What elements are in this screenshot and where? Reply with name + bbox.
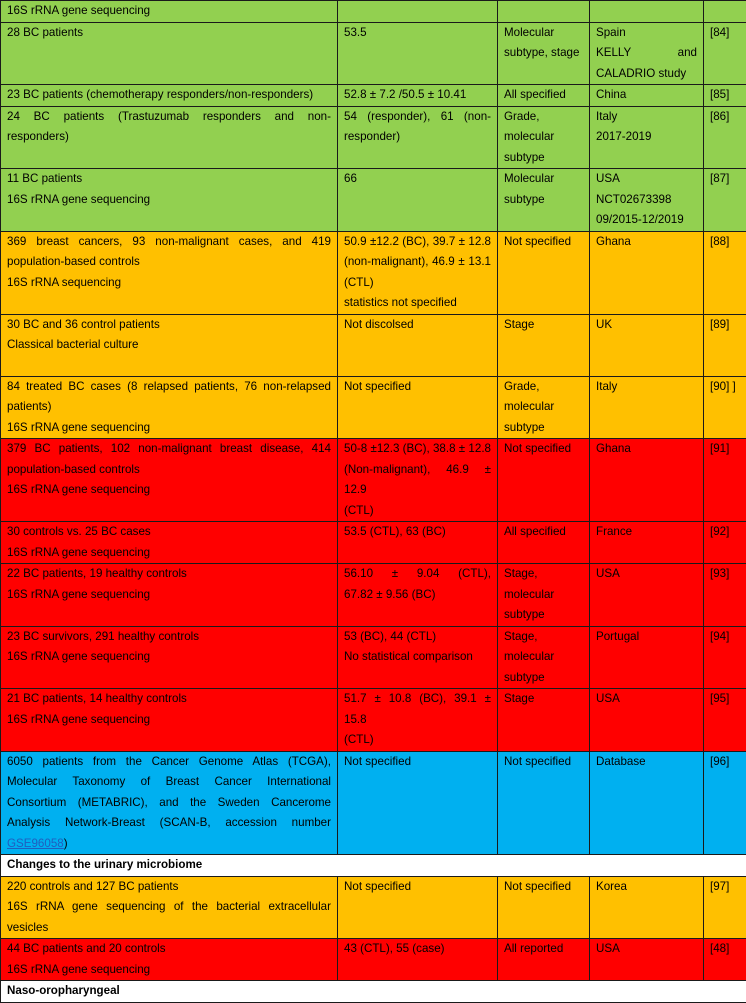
country-cell	[590, 626, 704, 689]
reference-cell: [90] ]	[704, 376, 746, 439]
country-cell	[590, 314, 704, 376]
adjustment-cell	[498, 85, 590, 107]
country-line: Ghana	[596, 232, 697, 253]
population-line: 22 BC patients, 19 healthy controls	[7, 564, 331, 585]
population-line	[7, 834, 331, 855]
country-cell	[590, 939, 704, 981]
population-line: 21 BC patients, 14 healthy controls	[7, 689, 331, 710]
age-line: (CTL)	[344, 730, 491, 751]
country-line: USA	[596, 564, 697, 585]
population-cell	[1, 439, 338, 522]
population-line: 16S rRNA gene sequencing of the bacterial extracellular	[7, 897, 331, 918]
age-line: No statistical comparison	[344, 647, 491, 668]
adjust-line: Not specified	[504, 439, 583, 460]
adjust-line: Not specified	[504, 752, 583, 773]
age-line: Not specified	[344, 752, 491, 773]
age-cell	[338, 314, 498, 376]
table-row	[1, 22, 746, 85]
country-line: USA	[596, 169, 697, 190]
adjustment-cell	[498, 314, 590, 376]
country-cell	[590, 85, 704, 107]
population-line: 16S rRNA gene sequencing	[7, 190, 331, 211]
adjust-line: molecular	[504, 397, 583, 418]
population-cell	[1, 85, 338, 107]
population-line: 16S rRNA gene sequencing	[7, 1, 331, 22]
population-line: 11 BC patients	[7, 169, 331, 190]
adjustment-cell	[498, 106, 590, 169]
table-row	[1, 85, 746, 107]
population-cell	[1, 169, 338, 232]
adjustment-cell	[498, 22, 590, 85]
age-cell	[338, 939, 498, 981]
adjust-line: Grade,	[504, 377, 583, 398]
age-cell	[338, 751, 498, 855]
reference-cell: [97]	[704, 876, 746, 939]
section-title: Naso-oropharyngeal	[1, 981, 746, 1003]
country-line: Portugal	[596, 627, 697, 648]
table-row	[1, 169, 746, 232]
country-line: 2017-2019	[596, 127, 697, 148]
adjust-line: molecular	[504, 127, 583, 148]
age-cell	[338, 169, 498, 232]
age-line: Not discolsed	[344, 315, 491, 336]
table-body	[1, 1, 746, 1003]
table-row	[1, 689, 746, 752]
table-row	[1, 1, 746, 23]
age-line: (CTL)	[344, 501, 491, 522]
age-line: Not specified	[344, 877, 491, 898]
age-cell	[338, 85, 498, 107]
age-line: (non-malignant), 46.9 ± 13.1	[344, 252, 491, 273]
age-line: (Non-malignant), 46.9 ± 12.9	[344, 460, 491, 501]
adjustment-cell	[498, 231, 590, 314]
adjust-line: All reported	[504, 939, 583, 960]
country-line: NCT02673398	[596, 190, 697, 211]
country-line: KELLY and	[596, 43, 697, 64]
age-line: 53.5	[344, 23, 491, 44]
population-cell	[1, 106, 338, 169]
population-line: vesicles	[7, 918, 331, 939]
reference-cell: [93]	[704, 564, 746, 627]
reference-cell: [95]	[704, 689, 746, 752]
country-line: France	[596, 522, 697, 543]
accession-link[interactable]: GSE96058	[7, 837, 64, 850]
population-line: 84 treated BC cases (8 relapsed patients, 76 non-relapsed	[7, 377, 331, 398]
adjust-line: Stage,	[504, 564, 583, 585]
adjustment-cell	[498, 439, 590, 522]
population-cell	[1, 376, 338, 439]
reference-cell: [88]	[704, 231, 746, 314]
reference-cell: [89]	[704, 314, 746, 376]
adjustment-cell	[498, 564, 590, 627]
population-cell	[1, 939, 338, 981]
age-line: 66	[344, 169, 491, 190]
country-line: 09/2015-12/2019	[596, 210, 697, 231]
adjustment-cell	[498, 751, 590, 855]
country-line: Korea	[596, 877, 697, 898]
adjustment-cell	[498, 939, 590, 981]
adjustment-cell	[498, 689, 590, 752]
population-cell	[1, 22, 338, 85]
table-row	[1, 439, 746, 522]
table-row	[1, 876, 746, 939]
population-line: 220 controls and 127 BC patients	[7, 877, 331, 898]
table-row	[1, 939, 746, 981]
population-line: Analysis Network-Breast (SCAN-B, accession number	[7, 813, 331, 834]
age-line: (CTL)	[344, 273, 491, 294]
population-cell	[1, 564, 338, 627]
table-row	[1, 522, 746, 564]
country-cell	[590, 564, 704, 627]
adjust-line: Stage	[504, 315, 583, 336]
reference-cell: [84]	[704, 22, 746, 85]
country-line: UK	[596, 315, 697, 336]
population-cell	[1, 314, 338, 376]
reference-cell: [86]	[704, 106, 746, 169]
country-cell	[590, 106, 704, 169]
adjust-line: subtype	[504, 190, 583, 211]
accession-suffix: )	[64, 837, 68, 850]
reference-cell	[704, 1, 746, 23]
country-line: China	[596, 85, 697, 106]
population-cell	[1, 626, 338, 689]
adjustment-cell	[498, 169, 590, 232]
adjust-line: Stage	[504, 689, 583, 710]
age-line: 52.8 ± 7.2 /50.5 ± 10.41	[344, 85, 491, 106]
adjust-line: subtype	[504, 605, 583, 626]
population-line: 44 BC patients and 20 controls	[7, 939, 331, 960]
country-line: CALADRIO study	[596, 64, 697, 85]
adjust-line: All specified	[504, 522, 583, 543]
adjust-line: Not specified	[504, 232, 583, 253]
country-line: Italy	[596, 377, 697, 398]
reference-cell: [96]	[704, 751, 746, 855]
adjust-line: molecular	[504, 585, 583, 606]
population-line: 16S rRNA gene sequencing	[7, 647, 331, 668]
country-line: USA	[596, 689, 697, 710]
age-cell	[338, 439, 498, 522]
reference-cell: [87]	[704, 169, 746, 232]
reference-cell: [48]	[704, 939, 746, 981]
adjust-line: subtype	[504, 668, 583, 689]
reference-cell: [85]	[704, 85, 746, 107]
age-cell	[338, 876, 498, 939]
adjust-line: subtype	[504, 148, 583, 169]
population-line: 369 breast cancers, 93 non-malignant cases, and 419	[7, 232, 331, 253]
population-line: 16S rRNA sequencing	[7, 273, 331, 294]
population-line: 24 BC patients (Trastuzumab responders and non-	[7, 107, 331, 128]
table-row	[1, 314, 746, 376]
age-line: 54 (responder), 61 (non-	[344, 107, 491, 128]
population-line: 16S rRNA gene sequencing	[7, 418, 331, 439]
country-line: Italy	[596, 107, 697, 128]
age-cell	[338, 106, 498, 169]
adjust-line: Molecular	[504, 169, 583, 190]
population-line: 23 BC survivors, 291 healthy controls	[7, 627, 331, 648]
population-line: Classical bacterial culture	[7, 335, 331, 356]
population-line: 16S rRNA gene sequencing	[7, 710, 331, 731]
age-line: statistics not specified	[344, 293, 491, 314]
country-cell	[590, 231, 704, 314]
country-cell	[590, 169, 704, 232]
country-cell	[590, 376, 704, 439]
age-cell	[338, 564, 498, 627]
population-cell	[1, 1, 338, 23]
adjustment-cell	[498, 376, 590, 439]
age-line: 43 (CTL), 55 (case)	[344, 939, 491, 960]
population-line: population-based controls	[7, 252, 331, 273]
adjust-line: Stage,	[504, 627, 583, 648]
country-cell	[590, 22, 704, 85]
country-line: Database	[596, 752, 697, 773]
reference-cell: [92]	[704, 522, 746, 564]
country-cell	[590, 522, 704, 564]
age-line: 51.7 ± 10.8 (BC), 39.1 ± 15.8	[344, 689, 491, 730]
table-row	[1, 626, 746, 689]
age-cell	[338, 1, 498, 23]
population-cell	[1, 876, 338, 939]
adjust-line: All specified	[504, 85, 583, 106]
country-line: USA	[596, 939, 697, 960]
country-cell	[590, 439, 704, 522]
age-line: 53 (BC), 44 (CTL)	[344, 627, 491, 648]
adjustment-cell	[498, 626, 590, 689]
adjust-line: Molecular	[504, 23, 583, 44]
population-cell	[1, 522, 338, 564]
population-line: 30 BC and 36 control patients	[7, 315, 331, 336]
age-cell	[338, 22, 498, 85]
population-line: Molecular Taxonomy of Breast Cancer International	[7, 772, 331, 793]
adjust-line: Not specified	[504, 877, 583, 898]
age-cell	[338, 231, 498, 314]
section-title: Changes to the urinary microbiome	[1, 855, 746, 877]
adjust-line: Grade,	[504, 107, 583, 128]
adjust-line: molecular	[504, 647, 583, 668]
population-line: 28 BC patients	[7, 23, 331, 44]
population-line: 379 BC patients, 102 non-malignant breast disease, 414	[7, 439, 331, 460]
population-line: Consortium (METABRIC), and the Sweden Cancerome	[7, 793, 331, 814]
age-line: 53.5 (CTL), 63 (BC)	[344, 522, 491, 543]
age-cell	[338, 376, 498, 439]
population-cell	[1, 689, 338, 752]
adjust-line: subtype	[504, 418, 583, 439]
reference-cell: [94]	[704, 626, 746, 689]
age-line: responder)	[344, 127, 491, 148]
country-line: Ghana	[596, 439, 697, 460]
country-cell	[590, 1, 704, 23]
population-line: 16S rRNA gene sequencing	[7, 543, 331, 564]
table-row	[1, 376, 746, 439]
population-cell	[1, 231, 338, 314]
adjustment-cell	[498, 1, 590, 23]
adjust-line: subtype, stage	[504, 43, 583, 64]
table-row	[1, 231, 746, 314]
section-header-row	[1, 981, 746, 1003]
population-line: 16S rRNA gene sequencing	[7, 480, 331, 501]
country-cell	[590, 751, 704, 855]
section-header-row	[1, 855, 746, 877]
age-line: 56.10 ± 9.04 (CTL),	[344, 564, 491, 585]
age-cell	[338, 626, 498, 689]
table-row	[1, 564, 746, 627]
reference-cell: [91]	[704, 439, 746, 522]
age-cell	[338, 522, 498, 564]
age-line: 50.9 ±12.2 (BC), 39.7 ± 12.8	[344, 232, 491, 253]
population-line: 16S rRNA gene sequencing	[7, 585, 331, 606]
country-cell	[590, 876, 704, 939]
table-row	[1, 751, 746, 855]
adjustment-cell	[498, 522, 590, 564]
age-line: 50-8 ±12.3 (BC), 38.8 ± 12.8	[344, 439, 491, 460]
population-line: 30 controls vs. 25 BC cases	[7, 522, 331, 543]
population-cell	[1, 751, 338, 855]
population-line: responders)	[7, 127, 331, 148]
table-row	[1, 106, 746, 169]
population-line: patients)	[7, 397, 331, 418]
country-line: Spain	[596, 23, 697, 44]
age-cell	[338, 689, 498, 752]
population-line: 6050 patients from the Cancer Genome Atlas (TCGA),	[7, 752, 331, 773]
country-cell	[590, 689, 704, 752]
age-line: Not specified	[344, 377, 491, 398]
population-line: population-based controls	[7, 460, 331, 481]
population-line: 16S rRNA gene sequencing	[7, 960, 331, 981]
adjustment-cell	[498, 876, 590, 939]
age-line: 67.82 ± 9.56 (BC)	[344, 585, 491, 606]
population-line: 23 BC patients (chemotherapy responders/non-responders)	[7, 85, 331, 106]
